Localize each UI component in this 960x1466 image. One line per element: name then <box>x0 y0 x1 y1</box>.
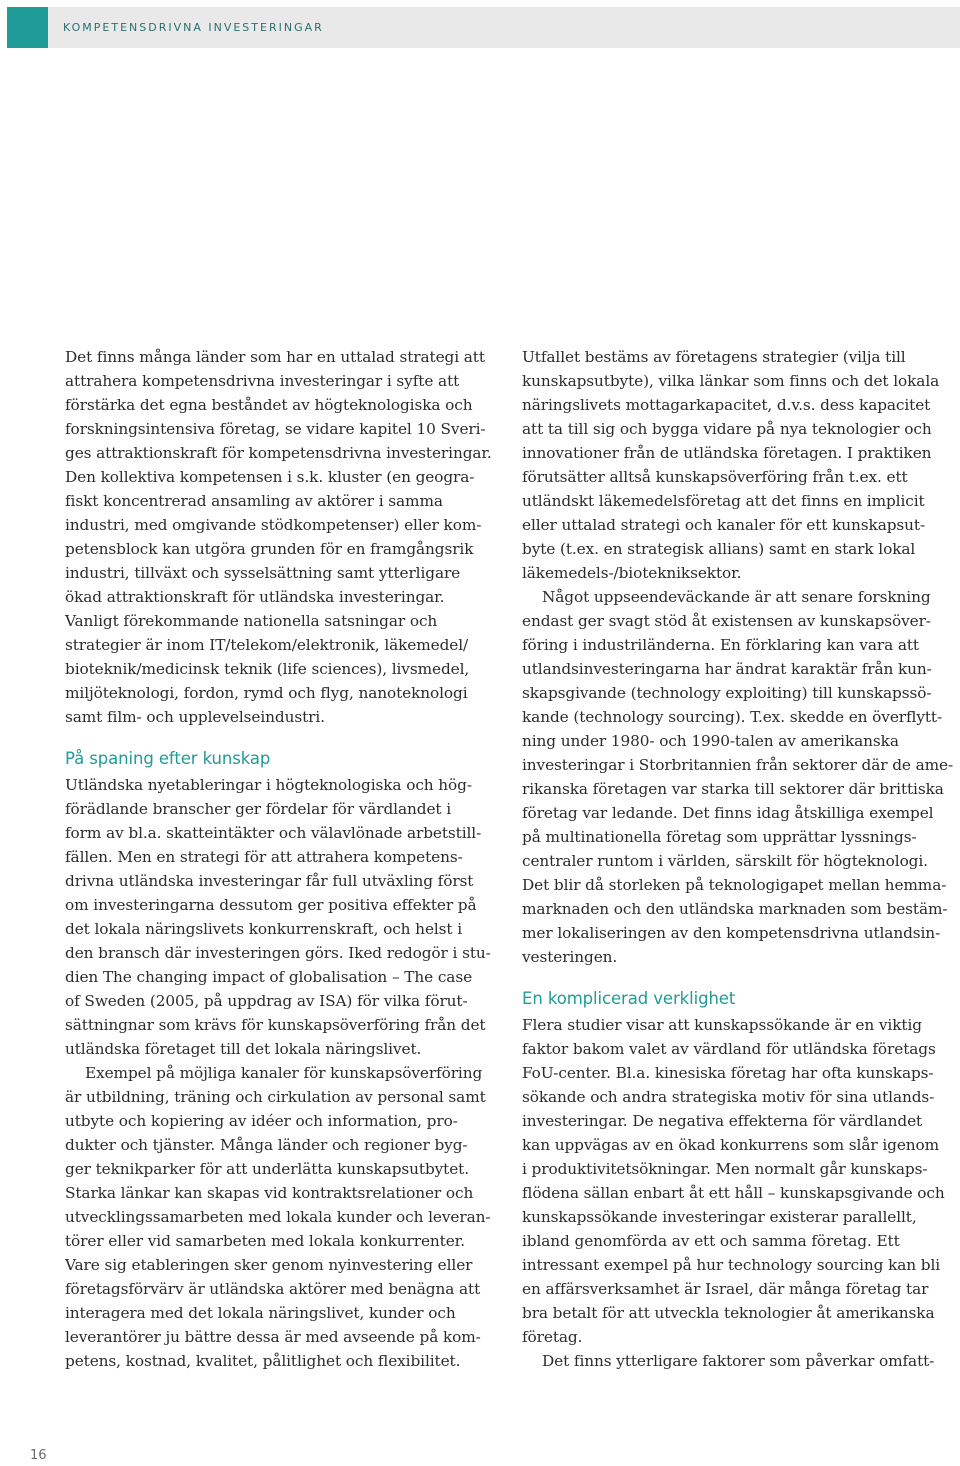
text-line: i produktivitetsökningar. Men normalt går kunskaps- <box>522 1160 928 1178</box>
text-line: näringslivets mottagarkapacitet, d.v.s. dess kapacitet <box>522 396 931 414</box>
text-line: industri, med omgivande stödkompetenser) eller kom- <box>65 516 482 534</box>
text-line: miljöteknologi, fordon, rymd och flyg, nanoteknologi <box>65 684 468 702</box>
text-line: ibland genomförda av ett och samma företag. Ett <box>522 1232 900 1250</box>
text-line: leverantörer ju bättre dessa är med avseende på kom- <box>65 1328 481 1346</box>
text-line: Det blir då storleken på teknologigapet mellan hemma- <box>522 876 947 894</box>
text-line: intressant exempel på hur technology sourcing kan bli <box>522 1256 941 1274</box>
text-line: dukter och tjänster. Många länder och regioner byg- <box>65 1136 468 1154</box>
text-line: föring i industriländerna. En förklaring kan vara att <box>522 636 919 654</box>
text-line: vesteringen. <box>522 948 618 966</box>
text-line: på multinationella företag som upprättar lyssnings- <box>522 828 917 846</box>
text-line: den bransch där investeringen görs. Iked redogör i stu- <box>65 944 491 962</box>
right-column <box>522 345 960 1373</box>
right-paragraph-2 <box>522 585 960 969</box>
header-title: KOMPETENSDRIVNA INVESTERINGAR <box>63 21 324 34</box>
text-line: Utfallet bestäms av företagens strategier (vilja till <box>522 348 906 366</box>
page-header <box>7 7 960 48</box>
text-line: faktor bakom valet av värdland för utländska företags <box>522 1040 936 1058</box>
section-heading-spaning: På spaning efter kunskap <box>65 749 271 768</box>
left-paragraph-1 <box>65 345 495 729</box>
text-line: rikanska företagen var starka till sektorer där brittiska <box>522 780 944 798</box>
text-line: utvecklingssamarbeten med lokala kunder och leveran- <box>65 1208 491 1226</box>
text-line: förutsätter alltså kunskapsöverföring från t.ex. ett <box>522 468 908 486</box>
left-paragraph-3 <box>65 1061 495 1373</box>
right-paragraph-1 <box>522 345 960 585</box>
text-line: Det finns ytterligare faktorer som påverkar omfatt- <box>542 1352 935 1370</box>
text-line: eller uttalad strategi och kanaler för ett kunskapsut- <box>522 516 926 534</box>
text-line: det lokala näringslivets konkurrenskraft, och helst i <box>65 920 463 938</box>
text-line: centraler runtom i världen, särskilt för högteknologi. <box>522 852 928 870</box>
text-line: törer eller vid samarbeten med lokala konkurrenter. <box>65 1232 465 1250</box>
text-line: företagsförvärv är utländska aktörer med benägna att <box>65 1280 481 1298</box>
text-line: Flera studier visar att kunskapssökande är en viktig <box>522 1016 922 1034</box>
text-line: Något uppseendeväckande är att senare forskning <box>542 588 931 606</box>
text-line: Exempel på möjliga kanaler för kunskapsöverföring <box>85 1064 483 1082</box>
text-line: industri, tillväxt och sysselsättning samt ytterligare <box>65 564 461 582</box>
text-line: FoU-center. Bl.a. kinesiska företag har ofta kunskaps- <box>522 1064 934 1082</box>
text-line: dien The changing impact of globalisation – The case <box>65 968 473 986</box>
right-paragraph-3 <box>522 1013 960 1349</box>
text-line: om investeringarna dessutom ger positiva effekter på <box>65 896 477 914</box>
text-line: Den kollektiva kompetensen i s.k. kluster (en geogra- <box>65 468 475 486</box>
text-line: strategier är inom IT/telekom/elektronik, läkemedel/ <box>65 636 469 654</box>
text-line: Utländska nyetableringar i högteknologiska och hög- <box>65 776 472 794</box>
text-line: ning under 1980- och 1990-talen av amerikanska <box>522 732 899 750</box>
text-line: utländska företaget till det lokala näringslivet. <box>65 1040 422 1058</box>
text-line: att ta till sig och bygga vidare på nya teknologier och <box>522 420 932 438</box>
text-line: utlandsinvesteringarna har ändrat karaktär från kun- <box>522 660 932 678</box>
text-line: byte (t.ex. en strategisk allians) samt en stark lokal <box>522 540 916 558</box>
right-paragraph-4 <box>522 1349 960 1373</box>
text-line: utbyte och kopiering av idéer och information, pro- <box>65 1112 458 1130</box>
text-line: of Sweden (2005, på uppdrag av ISA) för vilka förut- <box>65 992 468 1010</box>
text-line: skapsgivande (technology exploiting) till kunskapssö- <box>522 684 932 702</box>
text-line: Vare sig etableringen sker genom nyinvestering eller <box>65 1256 473 1274</box>
text-line: Starka länkar kan skapas vid kontraktsrelationer och <box>65 1184 474 1202</box>
text-line: kande (technology sourcing). T.ex. skedde en överflytt- <box>522 708 943 726</box>
text-line: ökad attraktionskraft för utländska investeringar. <box>65 588 445 606</box>
text-line: attrahera kompetensdrivna investeringar i syfte att <box>65 372 460 390</box>
page-number: 16 <box>30 1448 47 1463</box>
text-line: petens, kostnad, kvalitet, pålitlighet och flexibilitet. <box>65 1352 461 1370</box>
text-line: drivna utländska investeringar får full utväxling först <box>65 872 474 890</box>
text-line: ges attraktionskraft för kompetensdrivna investeringar. <box>65 444 492 462</box>
header-accent-square <box>7 7 48 48</box>
text-line: fiskt koncentrerad ansamling av aktörer i samma <box>65 492 443 510</box>
text-line: petensblock kan utgöra grunden för en framgångsrik <box>65 540 474 558</box>
text-line: bioteknik/medicinsk teknik (life sciences), livsmedel, <box>65 660 470 678</box>
text-line: investeringar i Storbritannien från sektorer där de ame- <box>522 756 954 774</box>
text-line: ger teknikparker för att underlätta kunskapsutbytet. <box>65 1160 469 1178</box>
text-line: förädlande branscher ger fördelar för värdlandet i <box>65 800 451 818</box>
text-line: innovationer från de utländska företagen. I praktiken <box>522 444 932 462</box>
text-line: marknaden och den utländska marknaden som bestäm- <box>522 900 948 918</box>
text-line: kan uppvägas av en ökad konkurrens som slår igenom <box>522 1136 940 1154</box>
text-line: företag var ledande. Det finns idag åtskilliga exempel <box>522 804 934 822</box>
text-line: sökande och andra strategiska motiv för sina utlands- <box>522 1088 935 1106</box>
text-line: forskningsintensiva företag, se vidare kapitel 10 Sveri- <box>65 420 486 438</box>
text-line: form av bl.a. skatteintäkter och välavlönade arbetstill- <box>65 824 482 842</box>
text-line: flödena sällan enbart åt ett håll – kunskapsgivande och <box>522 1184 945 1202</box>
text-line: interagera med det lokala näringslivet, kunder och <box>65 1304 456 1322</box>
text-line: kunskapsutbyte), vilka länkar som finns och det lokala <box>522 372 940 390</box>
left-paragraph-2 <box>65 773 495 1061</box>
section-heading-komplicerad: En komplicerad verklighet <box>522 989 736 1008</box>
text-line: företag. <box>522 1328 583 1346</box>
text-line: är utbildning, träning och cirkulation av personal samt <box>65 1088 486 1106</box>
text-line: endast ger svagt stöd åt existensen av kunskapsöver- <box>522 612 931 630</box>
text-line: mer lokaliseringen av den kompetensdrivna utlandsin- <box>522 924 941 942</box>
text-line: fällen. Men en strategi för att attrahera kompetens- <box>65 848 463 866</box>
text-line: investeringar. De negativa effekterna för värdlandet <box>522 1112 923 1130</box>
text-line: kunskapssökande investeringar existerar parallellt, <box>522 1208 917 1226</box>
text-line: förstärka det egna beståndet av högteknologiska och <box>65 396 473 414</box>
text-line: bra betalt för att utveckla teknologier åt amerikanska <box>522 1304 935 1322</box>
text-line: läkemedels-/biotekniksektor. <box>522 564 742 582</box>
text-line: samt film- och upplevelseindustri. <box>65 708 325 726</box>
text-line: Det finns många länder som har en uttalad strategi att <box>65 348 485 366</box>
text-line: en affärsverksamhet är Israel, där många företag tar <box>522 1280 929 1298</box>
text-line: Vanligt förekommande nationella satsningar och <box>65 612 438 630</box>
left-column <box>65 345 495 1373</box>
text-line: utländskt läkemedelsföretag att det finns en implicit <box>522 492 925 510</box>
text-line: sättningnar som krävs för kunskapsöverföring från det <box>65 1016 486 1034</box>
